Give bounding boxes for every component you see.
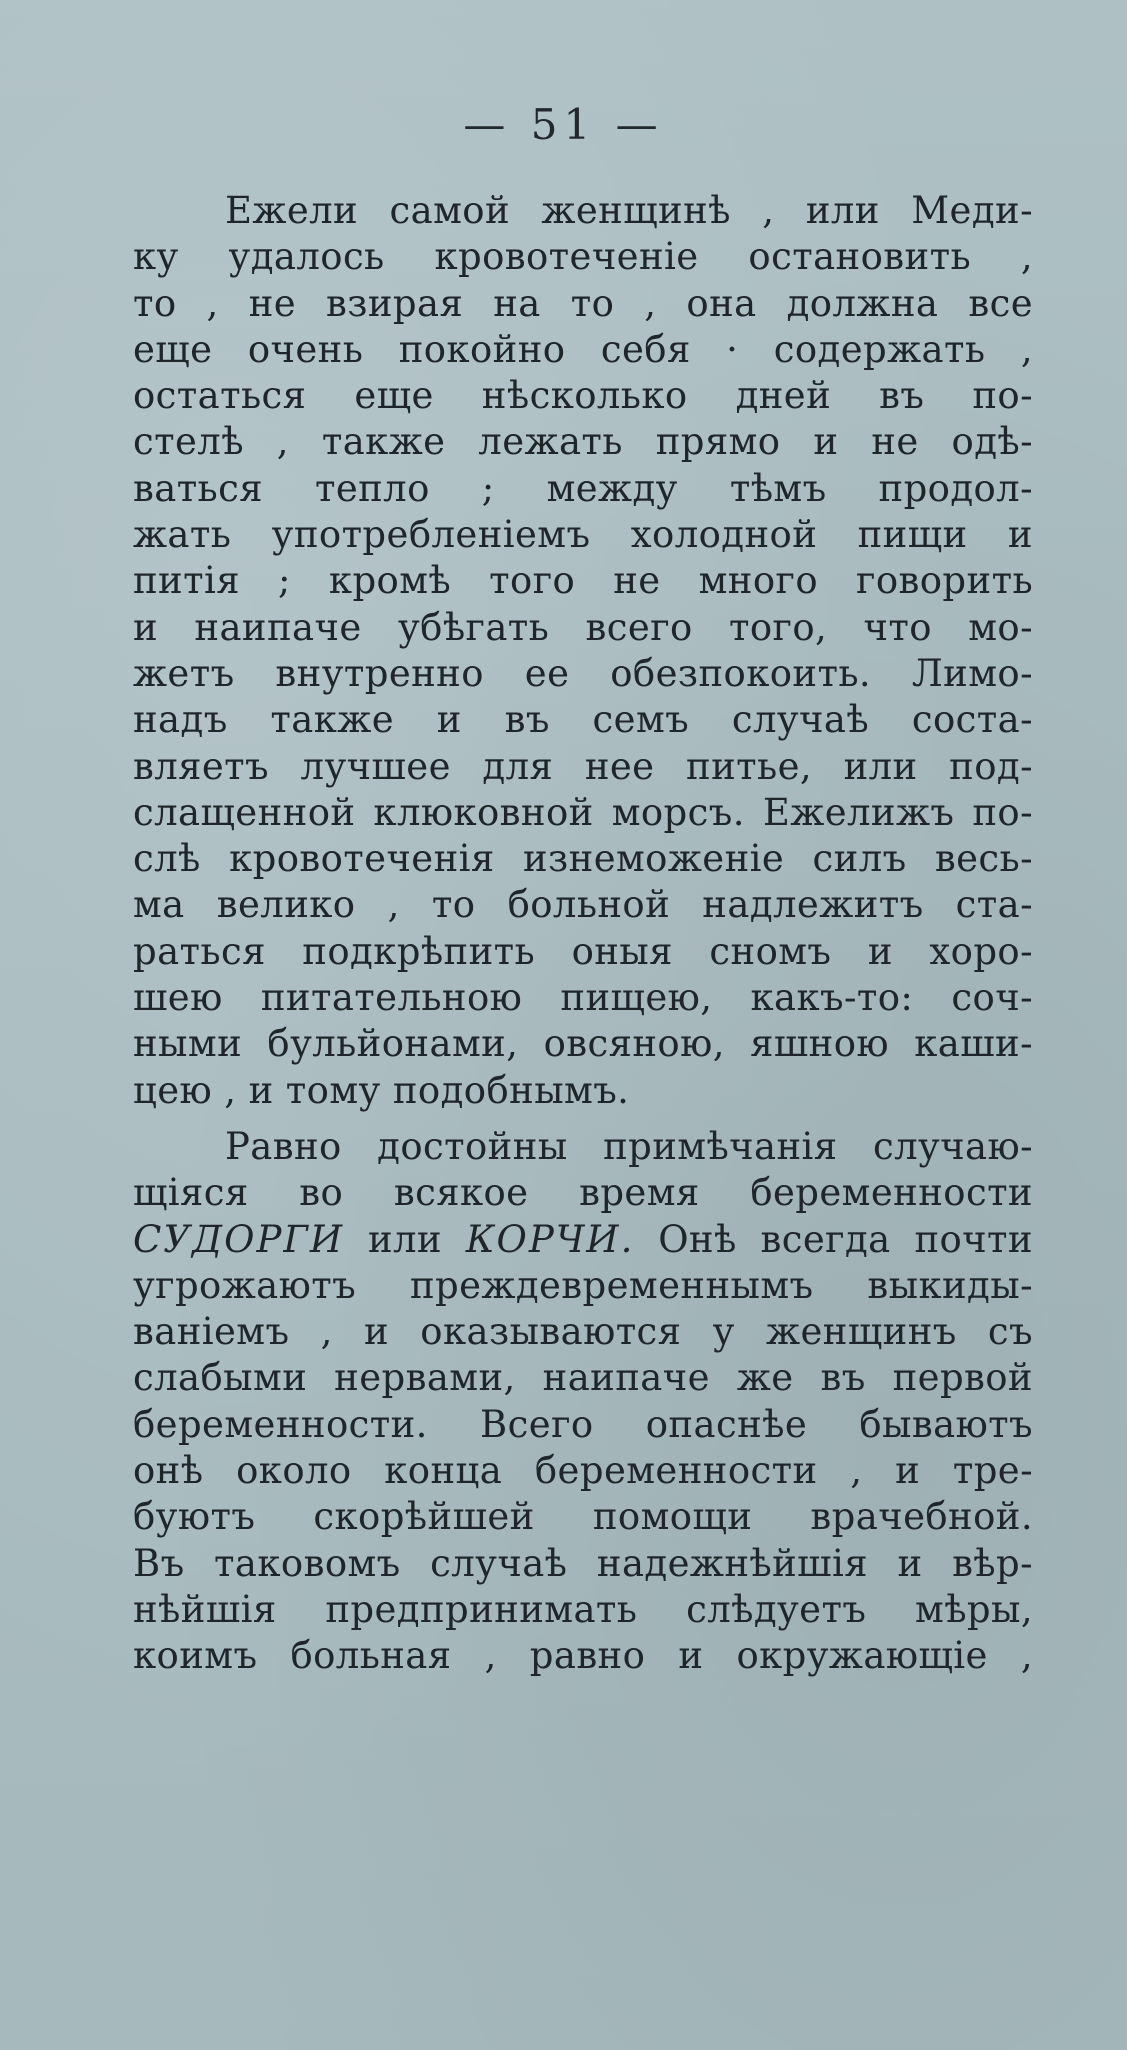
text-line: остаться еще нѣсколько дней въ по- [133,374,1033,418]
word-or: или [367,1217,442,1261]
text-line: коимъ больная , равно и окружающіе , [133,1634,1033,1678]
text-line: ма велико , то больной надлежитъ ста- [133,883,1033,927]
text-line: жетъ внутренно ее обезпокоить. Лимо- [133,651,1033,695]
page-number: — 51 — [463,100,664,149]
text-line: раться подкрѣпить оныя сномъ и хоро- [133,929,1033,973]
text-line: еще очень покойно себя · содержать , [133,327,1033,371]
text-line: Ежели самой женщинѣ , или Меди- [225,189,1033,232]
text-line: и наипаче убѣгать всего того, что мо- [133,605,1033,649]
text-line: онѣ около конца беременности , и тре- [133,1449,1033,1493]
text-line: вляетъ лучшее для нее питье, или под- [133,744,1033,788]
text-line: беременности. Всего опаснѣе бываютъ [133,1402,1033,1446]
text-line: буютъ скорѣйшей помощи врачебной. [133,1495,1033,1539]
text-line: шею питательною пищею, какъ-то: соч- [133,976,1033,1020]
text-line: слабыми нервами, наипаче же въ первой [133,1356,1033,1400]
text-line: ными бульйонами, овсяною, яшною каши- [133,1022,1033,1066]
text-line: надъ также и въ семъ случаѣ соста- [133,698,1033,742]
text-line: слѣ кровотеченія изнеможеніе силъ весь- [133,837,1033,881]
text-line: ку удалось кровотеченіе остановить , [133,235,1033,279]
term-sudorgi: СУДОРГИ [133,1217,345,1261]
text-line: ваться тепло ; между тѣмъ продол- [133,466,1033,510]
line-rest: Онѣ всегда почти [658,1217,1033,1261]
text-line: угрожаютъ преждевременнымъ выкиды- [133,1263,1033,1307]
text-line: щіяся во всякое время беременности [133,1171,1033,1215]
term-korchi: КОРЧИ. [465,1217,635,1261]
text-line: стелѣ , также лежать прямо и не одѣ- [133,420,1033,464]
text-line: цею , и тому подобнымъ. [133,1068,630,1112]
text-line: жать употребленіемъ холодной пищи и [133,513,1033,557]
text-line: Въ таковомъ случаѣ надежнѣйшія и вѣр- [133,1541,1033,1585]
body-text [133,188,1033,1680]
text-line: Равно достойны примѣчанія случаю- [225,1124,1033,1168]
text-line-emphasis [133,1217,1033,1263]
text-line: питія ; кромѣ того не много говорить [133,559,1033,603]
text-line: нѣйшія предпринимать слѣдуетъ мѣры, [133,1587,1033,1631]
text-line: то , не взирая на то , она должна все [133,281,1033,325]
text-line: ваніемъ , и оказываются у женщинъ съ [133,1310,1033,1354]
text-line: слащенной клюковной морсъ. Ежелижъ по- [133,790,1033,834]
